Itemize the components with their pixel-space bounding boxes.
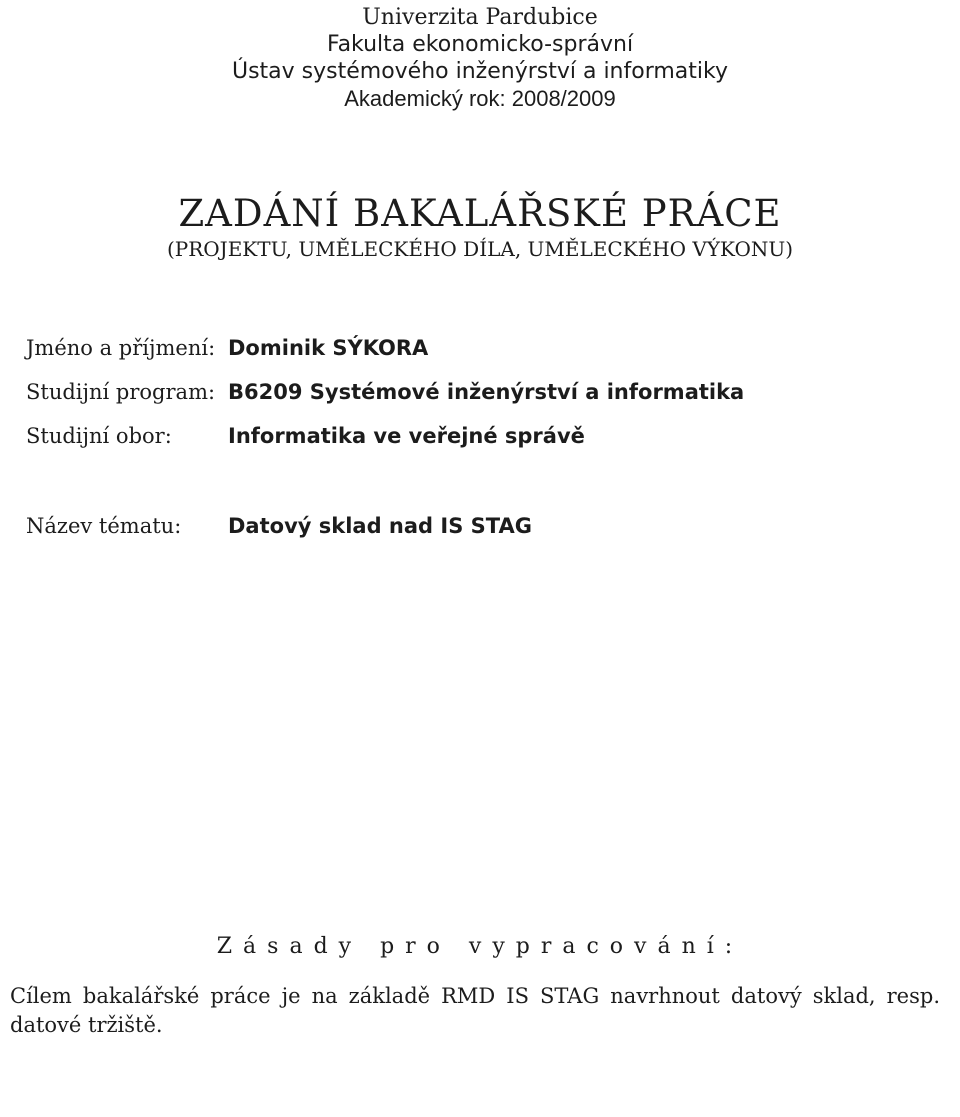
field-value-program: B6209 Systémové inženýrství a informatika [228,380,745,404]
document-header [0,4,960,112]
university-name: Univerzita Pardubice [362,5,598,30]
field-label-name: Jméno a příjmení: [26,336,216,360]
field-label-program: Studijní program: [26,380,216,404]
title-block [0,192,960,262]
principles-heading: Zásady pro vypracování: [216,934,744,959]
field-value-name: Dominik SÝKORA [228,336,429,360]
field-value-topic: Datový sklad nad IS STAG [228,514,532,538]
document-title: ZADÁNÍ BAKALÁŘSKÉ PRÁCE [178,192,782,235]
institute-name: Ústav systémového inženýrství a informatiky [231,59,728,84]
field-label-branch: Studijní obor: [26,424,172,448]
field-label-topic: Název tématu: [26,514,182,538]
field-value-branch: Informatika ve veřejné správě [228,424,585,448]
academic-year: Akademický rok: 2008/2009 [344,86,616,111]
body-paragraph: Cílem bakalářské práce je na základě RMD IS STAG navrhnout datový sklad, resp. datové tržiště. [10,984,940,1037]
document-subtitle: (PROJEKTU, UMĚLECKÉHO DÍLA, UMĚLECKÉHO VÝKONU) [166,237,794,261]
faculty-name: Fakulta ekonomicko-správní [326,32,634,57]
